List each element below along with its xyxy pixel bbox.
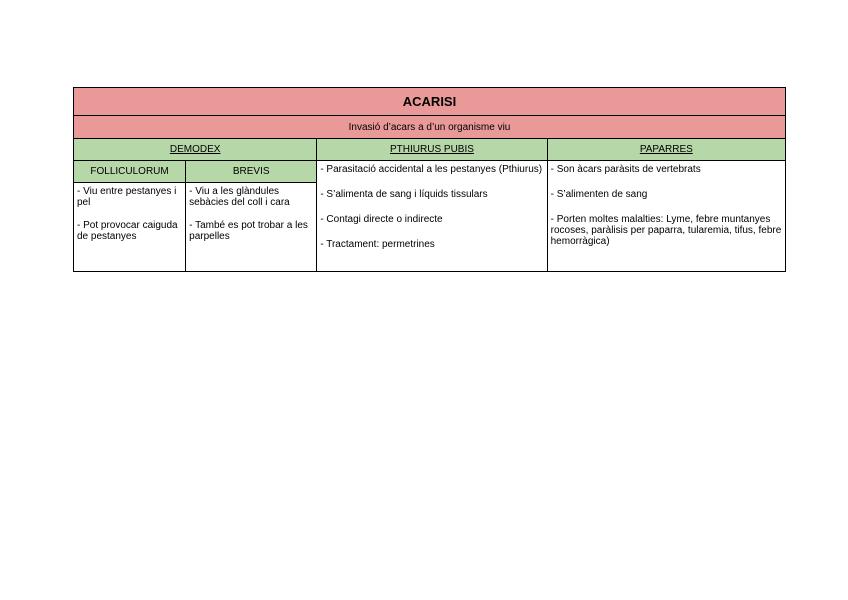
folliculorum-item: - Pot provocar caiguda de pestanyes: [77, 220, 178, 242]
folliculorum-item: - Viu entre pestanyes i pel: [77, 186, 177, 208]
paparres-details: [547, 161, 785, 272]
subheader-brevis: BREVIS: [186, 161, 317, 183]
brevis-details: [186, 183, 317, 272]
acarisi-table: [73, 87, 786, 272]
paparres-item: - S’alimenten de sang: [550, 189, 648, 200]
subheader-folliculorum: FOLLICULORUM: [74, 161, 186, 183]
paparres-item: - Porten moltes malalties: Lyme, febre muntanyes rocoses, paràlisis per paparra, tularemia, tifus, febre hemorràgica): [550, 214, 782, 247]
pthiurus-item: - Contagi directe o indirecte: [320, 214, 443, 225]
brevis-item: - Viu a les glàndules sebàcies del coll i cara: [189, 186, 290, 208]
pthiurus-item: - Parasitació accidental a les pestanyes (Pthiurus): [320, 164, 543, 175]
group-header-pthiurus: PTHIURUS PUBIS: [317, 139, 547, 161]
group-header-paparres: PAPARRES: [547, 139, 785, 161]
group-header-demodex: DEMODEX: [74, 139, 317, 161]
pthiurus-details: [317, 161, 547, 272]
folliculorum-details: [74, 183, 186, 272]
table-title: ACARISI: [74, 88, 786, 116]
pthiurus-item: - Tractament: permetrines: [320, 239, 435, 250]
paparres-item: - Son àcars paràsits de vertebrats: [550, 164, 701, 175]
table-subtitle: Invasió d’acars a d’un organisme viu: [74, 116, 786, 139]
brevis-item: - També es pot trobar a les parpelles: [189, 220, 308, 242]
pthiurus-item: - S’alimenta de sang i líquids tissulars: [320, 189, 488, 200]
